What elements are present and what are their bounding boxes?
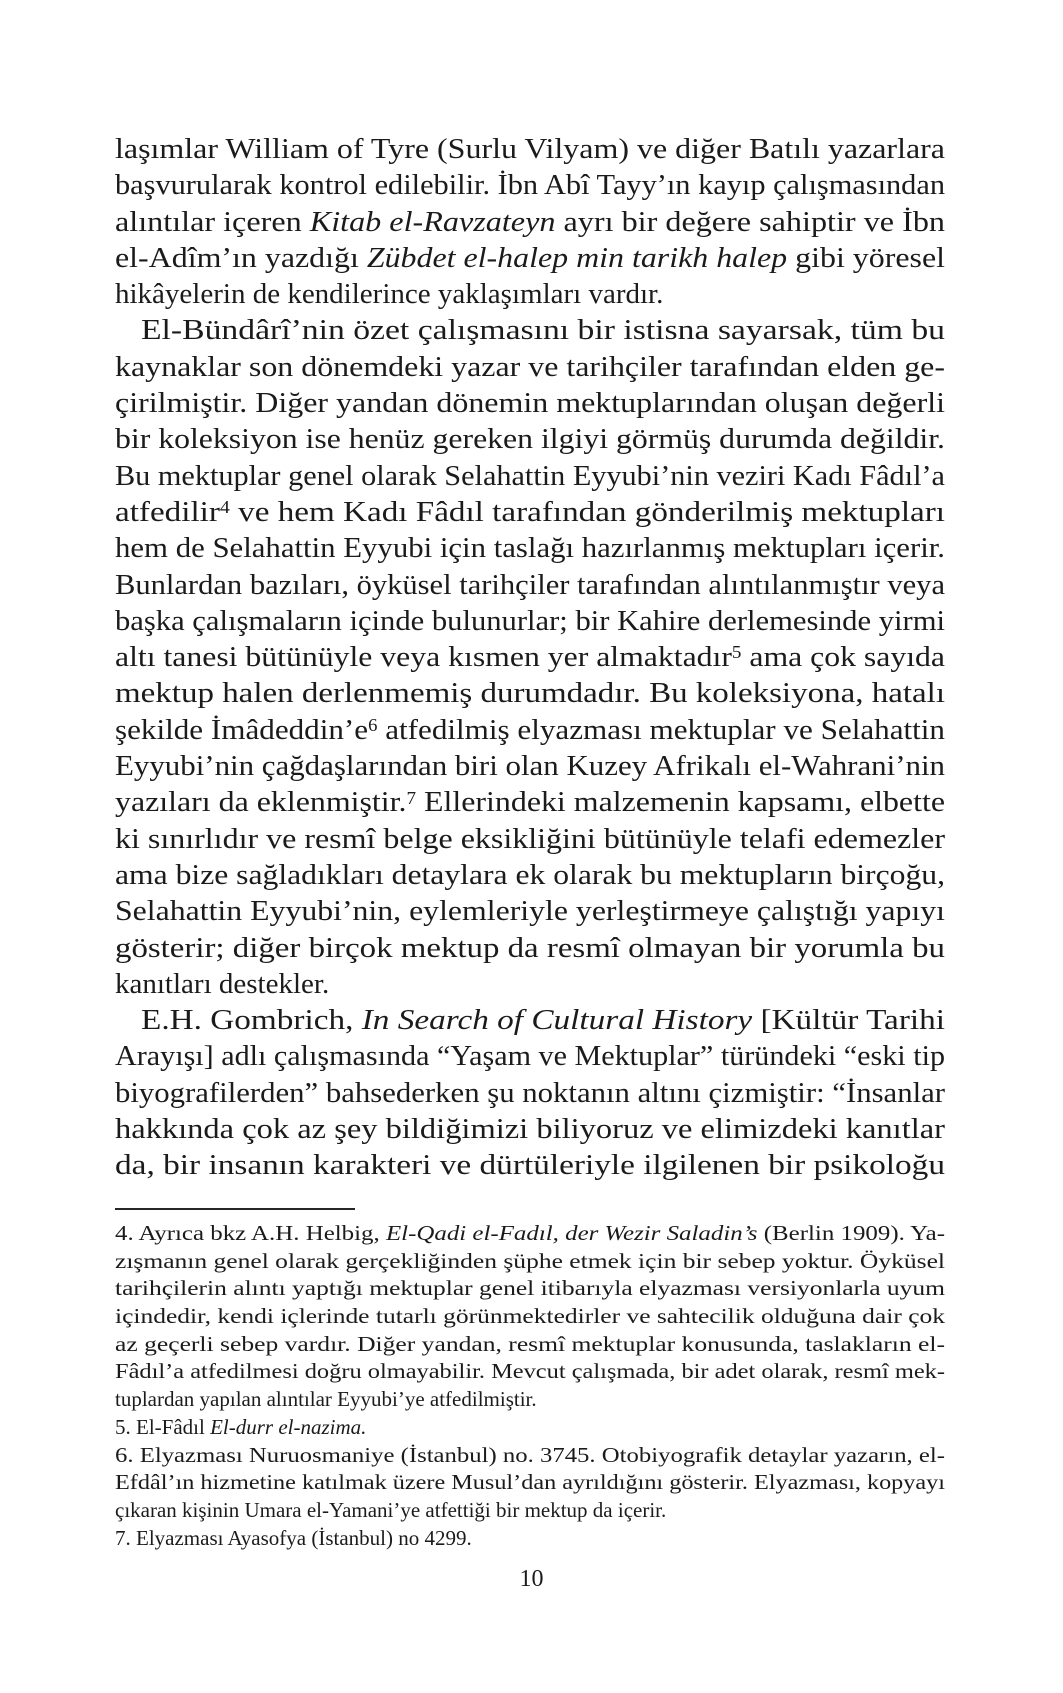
text-segment: ki sınırlıdır ve resmî belge eksikliğini bütünüyle telafi edemezler (115, 822, 945, 855)
text-line (115, 240, 945, 276)
footnote-ref: 5 (731, 642, 742, 663)
text-line (115, 494, 945, 530)
text-line-content (115, 1220, 945, 1248)
text-line-content (115, 1111, 945, 1147)
text-line (115, 458, 945, 494)
text-segment: atfedilir (115, 495, 220, 528)
text-line (115, 530, 945, 566)
text-line (115, 857, 945, 893)
text-line-content (115, 530, 945, 566)
text-segment: Selahattin Eyyubi’nin, eylemleriyle yerleştirmeye çalıştığı yapıyı (115, 895, 945, 928)
page-number: 10 (519, 1566, 544, 1592)
text-segment: zışmanın genel olarak gerçekliğinden şüphe etmek için bir sebep yoktur. Öyküsel (115, 1248, 945, 1273)
text-line (115, 1220, 945, 1248)
text-line (115, 1038, 945, 1074)
text-segment: tarihçilerin alıntı yaptığı mektuplar genel itibarıyla elyazması versiyonlarla uyum (115, 1276, 945, 1301)
text-line (115, 1111, 945, 1147)
text-segment: kanıtları destekler. (115, 967, 330, 1000)
text-segment: başvurularak kontrol edilebilir. İbn Abî Tayy’ın kayıp çalışmasından (115, 169, 945, 202)
text-line-content (115, 675, 945, 711)
text-line (115, 1075, 945, 1111)
text-segment: çıkaran kişinin Umara el-Yamani’ye atfettiği bir mektup da içerir. (115, 1497, 667, 1522)
italic-text: Zübdet el-halep min tarikh halep (366, 241, 788, 274)
text-segment: gösterir; diğer birçok mektup da resmî olmayan bir yorumla bu (115, 931, 945, 964)
text-line (115, 204, 945, 240)
text-line (115, 312, 945, 348)
text-segment: Bu mektuplar genel olarak Selahattin Eyyubi’nin veziri Kadı Fâdıl’a (115, 459, 945, 492)
text-segment: Ellerindeki malzemenin kapsamı, elbette (416, 786, 946, 819)
text-line (115, 639, 945, 675)
text-line-content (115, 821, 945, 857)
text-line-content (115, 494, 945, 530)
text-line-content (115, 1147, 945, 1183)
text-segment: ayrı bir değere sahiptir ve İbn (555, 205, 945, 238)
text-line-content (115, 603, 945, 639)
text-segment: 5. El-Fâdıl (115, 1414, 211, 1439)
text-line (115, 1248, 945, 1276)
text-line-content (115, 748, 945, 784)
text-line (115, 712, 945, 748)
text-line (115, 349, 945, 385)
text-line-content (115, 1331, 945, 1359)
text-line (115, 1525, 945, 1553)
text-line (115, 893, 945, 929)
text-segment: [Kültür Tarihi (752, 1004, 945, 1037)
text-segment: 7. Elyazması Ayasofya (İstanbul) no 4299. (115, 1525, 472, 1550)
text-line-content (115, 930, 945, 966)
text-segment: içindedir, kendi içlerinde tutarlı görünmektedirler ve sahtecilik olduğuna dair çok (115, 1304, 945, 1329)
text-segment: (Berlin 1909). Ya- (757, 1221, 946, 1245)
text-line-content (115, 784, 945, 820)
text-line-content (115, 712, 945, 748)
text-line-content (115, 1469, 945, 1497)
text-line-content (115, 385, 945, 421)
text-line-content (141, 312, 945, 348)
text-segment: ve hem Kadı Fâdıl tarafından gönderilmiş mektupları (229, 495, 945, 528)
text-line-content (115, 1442, 945, 1470)
text-line-content (115, 1358, 945, 1386)
text-line (115, 603, 945, 639)
text-segment: bir koleksiyon ise henüz gereken ilgiyi görmüş durumda değildir. (115, 423, 945, 456)
text-line-content (115, 349, 945, 385)
text-line-content (115, 857, 945, 893)
text-segment: mektup halen derlenmemiş durumdadır. Bu koleksiyona, hatalı (115, 677, 945, 710)
text-segment: el-Adîm’ın yazdığı (115, 241, 367, 274)
text-line (115, 930, 945, 966)
text-line (115, 1414, 945, 1442)
text-line-content (115, 966, 329, 1002)
italic-text: El-durr el-nazima. (210, 1414, 367, 1439)
text-line (115, 784, 945, 820)
text-segment: ama bize sağladıkları detaylara ek olarak bu mektupların birçoğu, (115, 858, 945, 891)
footnote-ref: 7 (406, 787, 417, 808)
text-line (115, 821, 945, 857)
text-line (115, 1469, 945, 1497)
text-segment: hakkında çok az şey bildiğimizi biliyoruz ve elimizdeki kanıtlar (115, 1113, 945, 1146)
text-segment: gibi yöresel (787, 241, 946, 274)
text-line (115, 276, 945, 312)
text-segment: Arayışı] adlı çalışmasında “Yaşam ve Mektuplar” türündeki “eski tip (115, 1040, 945, 1073)
text-segment: 6. Elyazması Nuruosmaniye (İstanbul) no. 3745. Otobiyografik detaylar yazarın, el- (115, 1442, 945, 1467)
text-line-content (115, 1248, 945, 1276)
text-segment: hikâyelerin de kendilerince yaklaşımları vardır. (115, 278, 664, 311)
text-line-content (115, 639, 945, 675)
text-line-content (115, 1038, 945, 1074)
text-segment: Efdâl’ın hizmetine katılmak üzere Musul’dan ayrıldığını gösterir. Elyazması, kopyayı (115, 1470, 945, 1495)
text-segment: çirilmiştir. Diğer yandan dönemin mektuplarından oluşan değerli (115, 387, 945, 420)
text-segment: Bunlardan bazıları, öyküsel tarihçiler tarafından alıntılanmıştır veya (115, 568, 945, 601)
text-segment: tuplardan yapılan alıntılar Eyyubi’ye atfedilmiştir. (115, 1387, 537, 1412)
text-line-content (115, 1386, 537, 1414)
text-segment: atfedilmiş elyazması mektuplar ve Selahattin (377, 713, 945, 746)
text-line-content (115, 567, 945, 603)
text-line-content (115, 1275, 945, 1303)
text-line (115, 1147, 945, 1183)
text-segment: da, bir insanın karakteri ve dürtüleriyle ilgilenen bir psikoloğu (115, 1149, 946, 1182)
text-line (115, 385, 945, 421)
footnote-ref: 4 (219, 497, 230, 518)
text-line (115, 1331, 945, 1359)
text-segment: El-Bündârî’nin özet çalışmasını bir istisna sayarsak, tüm bu (141, 314, 945, 347)
text-line (115, 1442, 945, 1470)
text-segment: laşımlar William of Tyre (Surlu Vilyam) ve diğer Batılı yazarlara (115, 133, 945, 165)
text-segment: az geçerli sebep vardır. Diğer yandan, resmî mektuplar konusunda, taslakların el- (115, 1331, 945, 1356)
text-line (115, 1358, 945, 1386)
text-line (115, 1497, 945, 1525)
italic-text: El-Qadi el-Fadıl, der Wezir Saladin’s (385, 1221, 758, 1245)
text-line-content (115, 1414, 366, 1442)
text-line (115, 966, 945, 1002)
text-segment: şekilde İmâdeddin’e (115, 713, 369, 746)
text-segment: ama çok sayıda (741, 641, 946, 674)
footnote-ref: 6 (368, 714, 378, 735)
text-line (115, 675, 945, 711)
footnotes-section (115, 1220, 945, 1552)
body-text (115, 131, 945, 1184)
text-line (115, 421, 945, 457)
text-line-content (115, 1497, 666, 1525)
text-line-content (115, 421, 945, 457)
text-line (115, 1303, 945, 1331)
text-line (115, 1386, 945, 1414)
text-segment: 4. Ayrıca bkz A.H. Helbig, (115, 1221, 386, 1245)
text-segment: altı tanesi bütünüyle veya kısmen yer almaktadır (115, 641, 732, 674)
text-segment: yazıları da eklenmiştir. (115, 786, 407, 819)
text-line-content (115, 131, 945, 167)
text-line (115, 1002, 945, 1038)
italic-text: Kitab el-Ravzateyn (309, 205, 556, 238)
text-segment: biyografilerden” bahsederken şu noktanın altını çizmiştir: “İnsanlar (115, 1076, 945, 1109)
footnote-divider (115, 1208, 355, 1210)
italic-text: In Search of Cultural History (361, 1004, 753, 1037)
text-line-content (115, 1525, 472, 1553)
text-line-content (115, 167, 945, 203)
text-segment: hem de Selahattin Eyyubi için taslağı hazırlanmış mektupları içerir. (115, 532, 946, 565)
text-segment: Fâdıl’a atfedilmesi doğru olmayabilir. Mevcut çalışmada, bir adet olarak, resmî mek- (115, 1359, 945, 1384)
text-segment: Eyyubi’nin çağdaşlarından biri olan Kuzey Afrikalı el-Wahrani’nin (115, 750, 945, 783)
text-line (115, 1275, 945, 1303)
text-line (115, 167, 945, 203)
text-segment: E.H. Gombrich, (141, 1004, 362, 1037)
text-line (115, 131, 945, 167)
text-line-content (115, 1303, 945, 1331)
text-segment: başka çalışmaların içinde bulunurlar; bir Kahire derlemesinde yirmi (115, 604, 945, 637)
text-line (115, 748, 945, 784)
text-line-content (115, 240, 945, 276)
text-line-content (115, 893, 945, 929)
text-line (115, 567, 945, 603)
text-line-content (115, 458, 945, 494)
text-line-content (115, 276, 663, 312)
text-segment: alıntılar içeren (115, 205, 310, 238)
text-line-content (115, 1075, 945, 1111)
text-line-content (115, 204, 945, 240)
text-segment: kaynaklar son dönemdeki yazar ve tarihçiler tarafından elden ge- (115, 350, 945, 383)
text-line-content (141, 1002, 945, 1038)
